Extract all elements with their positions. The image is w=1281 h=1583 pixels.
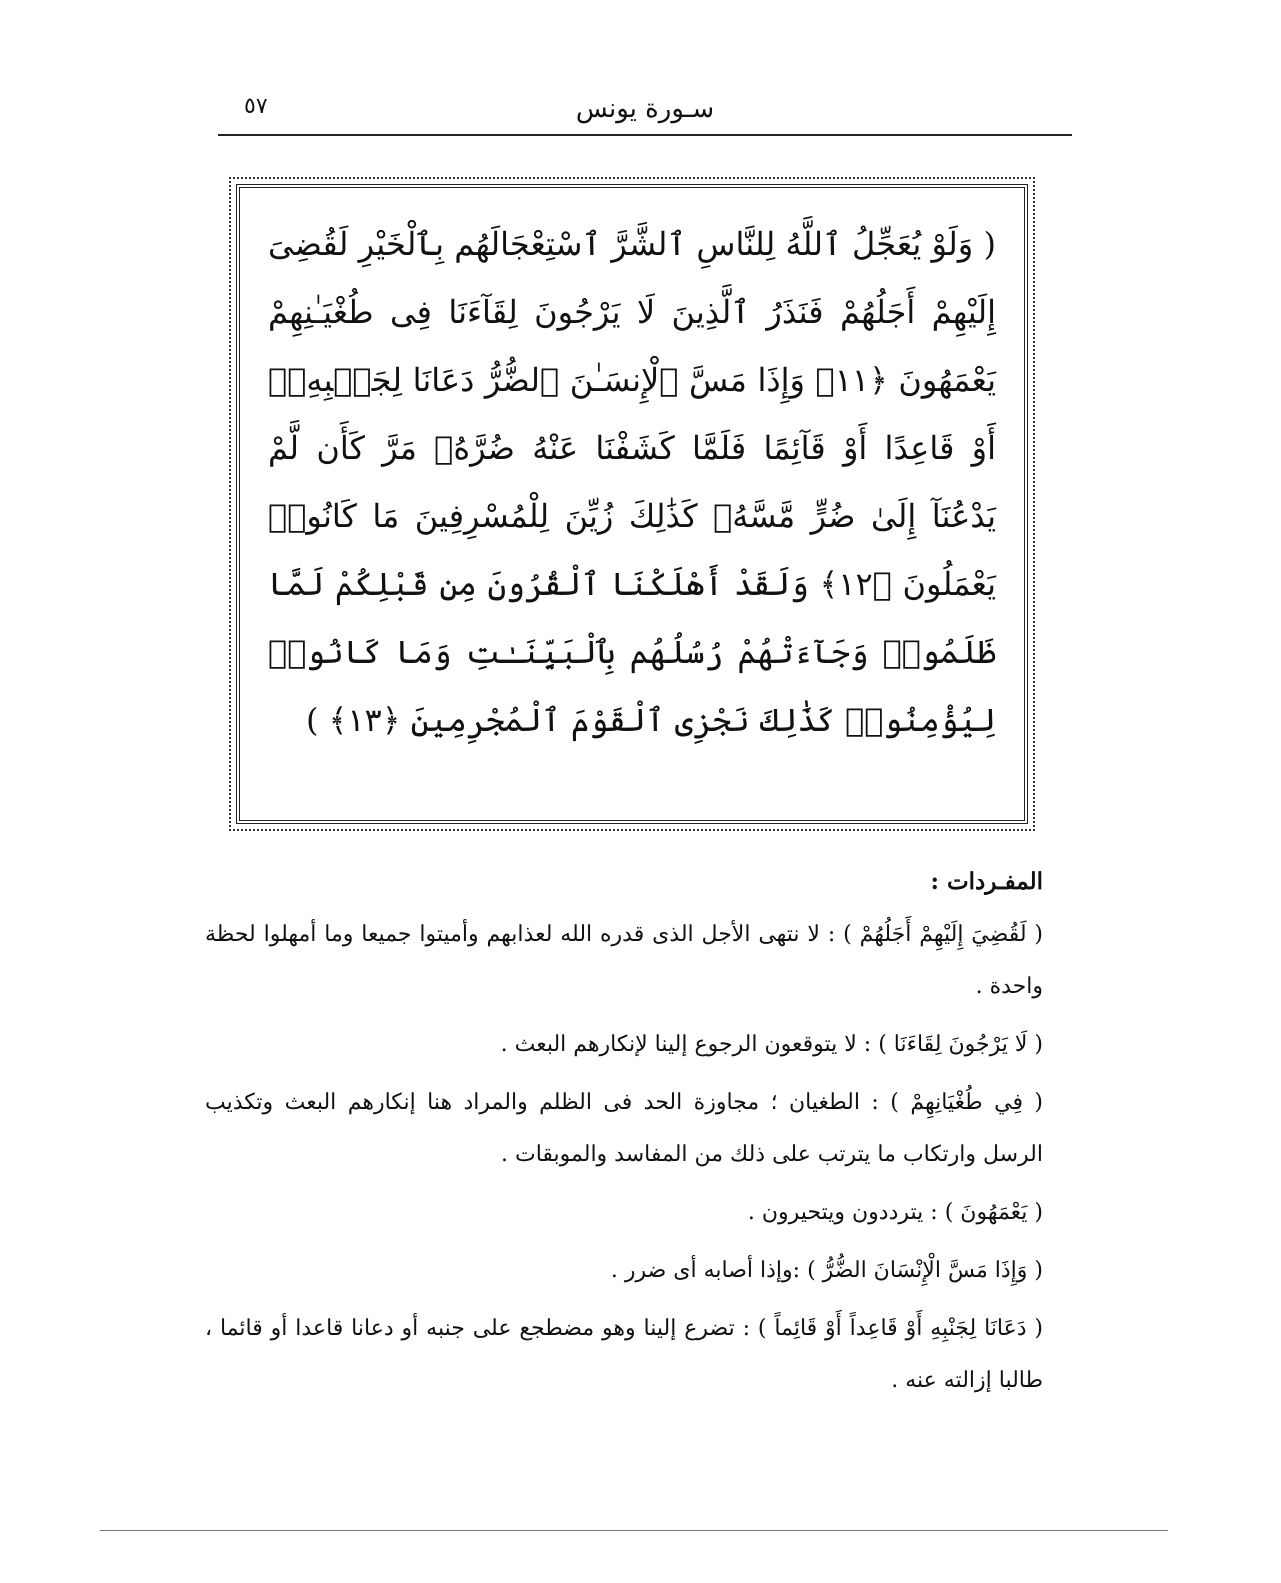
vocabulary-term: ( وَإِذَا مَسَّ الْإِنْسَانَ الضُّرُّ ) xyxy=(807,1258,1043,1283)
vocabulary-item xyxy=(205,1019,1043,1071)
vocabulary-term: ( يَعْمَهُونَ ) xyxy=(944,1200,1043,1225)
vocabulary-item xyxy=(205,1245,1043,1297)
vocabulary-meaning: : لا يتوقعون الرجوع إلينا لإنكارهم البعث . xyxy=(500,1032,872,1057)
vocabulary-meaning: : تضرع إلينا وهو مضطجع على جنبه أو دعانا قاعدا أو قائما ، طالبا إزالته عنه . xyxy=(205,1316,1043,1393)
page-header xyxy=(218,88,1072,136)
vocabulary-meaning: : لا نتهى الأجل الذى قدره الله لعذابهم وأميتوا جميعا وما أمهلوا لحظة واحدة . xyxy=(205,922,1043,999)
vocabulary-term: ( لَقُضِيَ إِلَيْهِمْ أَجَلُهُمْ ) xyxy=(843,922,1043,947)
vocabulary-heading: المفـردات : xyxy=(930,868,1043,895)
vocabulary-term: ( فِي طُغْيَانِهِمْ ) xyxy=(890,1090,1044,1115)
vocabulary-meaning: :وإذا أصابه أى ضرر . xyxy=(610,1258,801,1283)
vocabulary-section xyxy=(205,868,1043,1413)
vocabulary-meaning: : الطغيان ؛ مجاوزة الحد فى الظلم والمراد هنا إنكارهم البعث وتكذيب الرسل وارتكاب ما يترتب على ذلك من المفاسد والموبقات . xyxy=(205,1090,1043,1167)
page-bottom-rule xyxy=(100,1530,1168,1531)
vocabulary-item xyxy=(205,1303,1043,1407)
verse-frame xyxy=(236,184,1028,824)
surah-title: سـورة يونس xyxy=(575,94,715,124)
vocabulary-item xyxy=(205,1187,1043,1239)
vocabulary-term: ( دَعَانَا لِجَنْبِهِ أَوْ قَاعِداً أَوْ قَائِماً ) xyxy=(757,1316,1044,1341)
vocabulary-item xyxy=(205,909,1043,1013)
page-number: ٥٧ xyxy=(244,94,268,119)
vocabulary-item xyxy=(205,1077,1043,1181)
vocabulary-meaning: : يترددون ويتحيرون . xyxy=(747,1200,938,1225)
vocabulary-term: ( لَا يَرْجُونَ لِقَاءَنَا ) xyxy=(878,1032,1043,1057)
verse-text: ( وَلَوْ يُعَجِّلُ ٱللَّهُ لِلنَّاسِ ٱلشَّرَّ ٱسْتِعْجَالَهُم بِٱلْخَيْرِ لَقُضِىَ إِلَيْهِمْ أَجَلُهُمْ فَنَذَرُ ٱلَّذِينَ لَا يَرْجُونَ لِقَآءَنَا فِى طُغْيَـٰنِهِمْ يَعْمَهُونَ ﴿١١﴾ وَإِذَا مَسَّ ٱلْإِنسَـٰنَ ٱلضُّرُّ دَعَانَا لِجَنۢبِهِۦٓ أَوْ قَاعِدًا أَوْ قَآئِمًا فَلَمَّا كَشَفْنَا عَنْهُ ضُرَّهُۥ مَرَّ كَأَن لَّمْ يَدْعُنَآ إِلَىٰ ضُرٍّ مَّسَّهُۥ كَذَٰلِكَ زُيِّنَ لِلْمُسْرِفِينَ مَا كَانُوا۟ يَعْمَلُونَ ﴿١٢﴾ وَلَقَدْ أَهْلَكْنَا ٱلْقُرُونَ مِن قَبْلِكُمْ لَمَّا ظَلَمُوا۟ وَجَآءَتْهُمْ رُسُلُهُم بِٱلْبَيِّنَـٰتِ وَمَا كَانُوا۟ لِيُؤْمِنُوا۟ كَذَٰلِكَ نَجْزِى ٱلْقَوْمَ ٱلْمُجْرِمِينَ ﴿١٣﴾ ) xyxy=(268,225,997,739)
